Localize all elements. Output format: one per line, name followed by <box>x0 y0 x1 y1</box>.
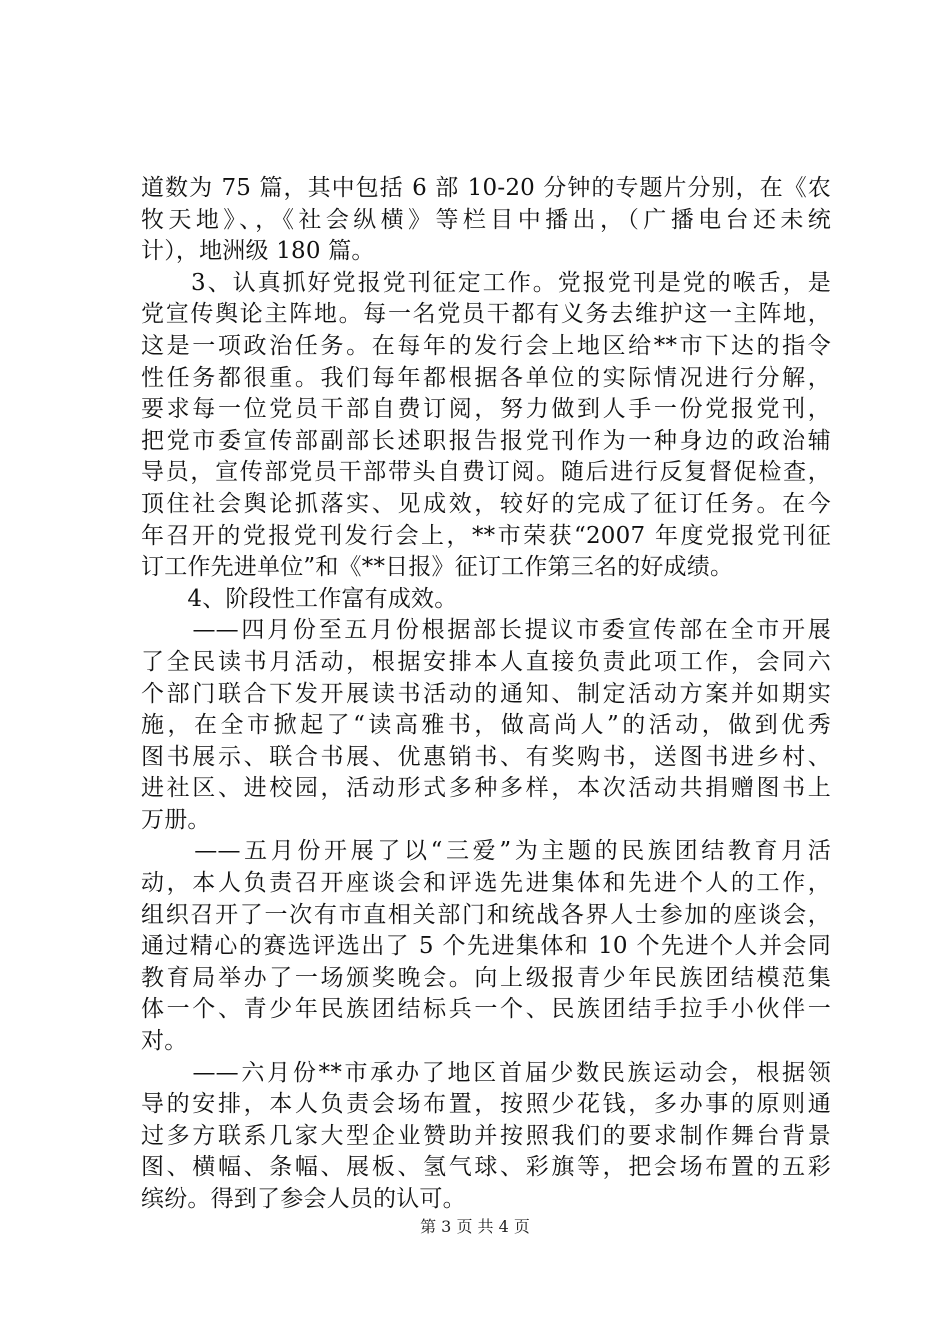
text-line: 道数为 75 篇，其中包括 6 部 10-20 分钟的专题片分别，在《农 <box>141 175 831 201</box>
text-line: 组织召开了一次有市直相关部门和统战各界人士参加的座谈会， <box>141 901 831 928</box>
text-line: ——五月份开展了以“三爱”为主题的民族团结教育月活 <box>141 838 831 865</box>
text-line: 进社区、进校园，活动形式多种多样，本次活动共捐赠图书上 <box>141 775 831 802</box>
text-line: 党宣传舆论主阵地。每一名党员干都有义务去维护这一主阵地， <box>141 301 831 328</box>
text-line: 3、认真抓好党报党刊征定工作。党报党刊是党的喉舌，是 <box>141 269 831 296</box>
text-line: 要求每一位党员干部自费订阅，努力做到人手一份党报党刊， <box>141 396 831 423</box>
text-line: 年召开的党报党刊发行会上，**市荣获“2007 年度党报党刊征 <box>141 522 831 549</box>
text-line: 个部门联合下发开展读书活动的通知、制定活动方案并如期实 <box>141 680 831 707</box>
text-line: 这是一项政治任务。在每年的发行会上地区给**市下达的指令 <box>141 332 831 359</box>
text-line: ——六月份**市承办了地区首届少数民族运动会，根据领 <box>141 1059 831 1086</box>
text-line: 教育局举办了一场颁奖晚会。向上级报青少年民族团结模范集 <box>141 964 831 991</box>
text-line: 万册。 <box>141 806 211 833</box>
text-line: 图书展示、联合书展、优惠销书、有奖购书，送图书进乡村、 <box>141 743 831 770</box>
text-line: 把党市委宣传部副部长述职报告报党刊作为一种身边的政治辅 <box>141 427 831 454</box>
text-line: 导员，宣传部党员干部带头自费订阅。随后进行反复督促检查， <box>141 459 831 486</box>
page-footer: 第 3 页 共 4 页 <box>420 1217 530 1236</box>
text-line: 施，在全市掀起了“读高雅书，做高尚人”的活动，做到优秀 <box>141 712 831 739</box>
text-line: ——四月份至五月份根据部长提议市委宣传部在全市开展 <box>141 617 831 644</box>
text-line: 顶住社会舆论抓落实、见成效，较好的完成了征订任务。在今 <box>141 490 831 517</box>
text-line: 缤纷。得到了参会人员的认可。 <box>141 1186 466 1212</box>
text-line: 对。 <box>141 1028 188 1055</box>
text-line: 了全民读书月活动，根据安排本人直接负责此项工作，会同六 <box>141 648 831 675</box>
text-line: 导的安排，本人负责会场布置，按照少花钱，多办事的原则通 <box>141 1091 831 1118</box>
text-line: 4、阶段性工作富有成效。 <box>141 585 458 612</box>
body-text <box>141 173 831 1216</box>
text-line: 订工作先进单位”和《**日报》征订工作第三名的好成绩。 <box>141 554 734 581</box>
text-line: 图、横幅、条幅、展板、氢气球、彩旗等，把会场布置的五彩 <box>141 1154 831 1181</box>
text-line: 计），地洲级 180 篇。 <box>141 238 375 265</box>
text-line: 牧天地》、，《社会纵横》等栏目中播出，（广播电台还未统 <box>141 206 831 233</box>
text-line: 性任务都很重。我们每年都根据各单位的实际情况进行分解， <box>141 364 831 391</box>
text-line: 过多方联系几家大型企业赞助并按照我们的要求制作舞台背景 <box>141 1122 831 1149</box>
text-line: 通过精心的赛选评选出了 5 个先进集体和 10 个先进个人并会同 <box>141 933 831 960</box>
text-line: 动，本人负责召开座谈会和评选先进集体和先进个人的工作， <box>141 870 831 897</box>
text-line: 体一个、青少年民族团结标兵一个、民族团结手拉手小伙伴一 <box>141 996 831 1023</box>
